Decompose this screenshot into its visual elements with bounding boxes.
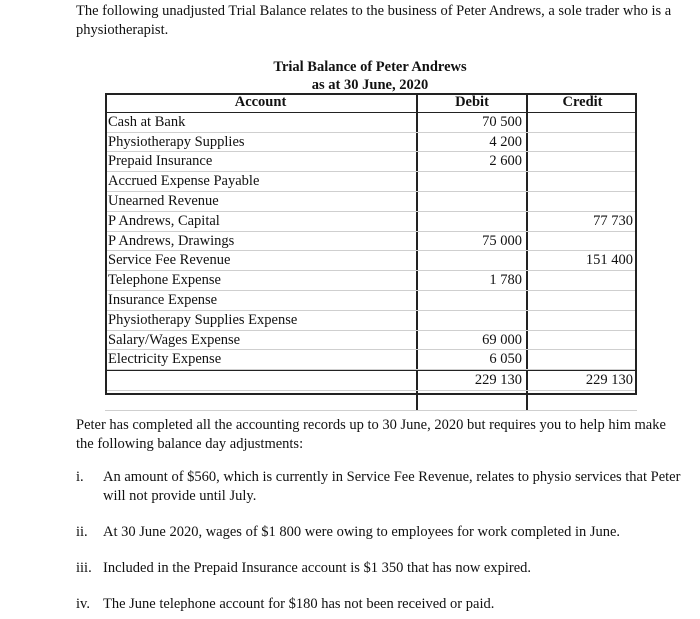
header-credit: Credit [562, 94, 603, 110]
debit-amount: 1 780 [418, 271, 528, 290]
account-name: Accrued Expense Payable [105, 172, 418, 191]
debit-amount: 70 500 [418, 113, 528, 132]
credit-amount [528, 271, 637, 290]
adjustment-item [76, 595, 686, 614]
debit-amount [418, 192, 528, 211]
adjustment-item [76, 559, 686, 578]
adjustment-item [76, 523, 686, 542]
credit-amount: 151 400 [585, 252, 633, 269]
table-row [105, 291, 637, 311]
debit-amount: 69 000 [418, 331, 528, 350]
account-name: Insurance Expense [105, 291, 418, 310]
debit-amount [418, 291, 528, 310]
total-credit: 229 130 [585, 372, 633, 389]
debit-amount [418, 311, 528, 330]
instructions-paragraph: Peter has completed all the accounting records up to 30 June, 2020 but requires you to help him make the following balance day adjustments: [76, 417, 666, 452]
adjustment-item [76, 468, 686, 506]
table-row [105, 311, 637, 331]
credit-amount [528, 232, 637, 251]
trial-balance-title: Trial Balance of Peter Andrews [273, 59, 467, 75]
totals-label-cell [105, 371, 418, 390]
account-name: Prepaid Insurance [105, 152, 418, 171]
credit-amount [528, 113, 637, 132]
account-name: Unearned Revenue [105, 192, 418, 211]
blank-cell [105, 391, 418, 410]
table-header-row [105, 93, 637, 113]
credit-amount [528, 192, 637, 211]
trial-balance-subtitle: as at 30 June, 2020 [311, 77, 429, 93]
adjustment-number: iv. [76, 596, 90, 612]
adjustment-text: Included in the Prepaid Insurance account is $1 350 that has now expired. [103, 560, 532, 576]
adjustment-text: An amount of $560, which is currently in Service Fee Revenue, relates to physio services that Peter will not provide until July. [103, 469, 681, 504]
table-row [105, 232, 637, 252]
debit-amount [418, 172, 528, 191]
credit-amount [528, 152, 637, 171]
debit-amount: 75 000 [418, 232, 528, 251]
table-row [105, 113, 637, 133]
table-row [105, 192, 637, 212]
intro-text: The following unadjusted Trial Balance relates to the business of Peter Andrews, a sole trader who is a physiotherapist. [76, 3, 672, 38]
header-account: Account [105, 93, 418, 112]
adjustment-number: iii. [76, 560, 92, 576]
adjustment-text: At 30 June 2020, wages of $1 800 were owing to employees for work completed in June. [103, 524, 621, 540]
adjustment-number: ii. [76, 524, 88, 540]
account-name: Physiotherapy Supplies Expense [105, 311, 418, 330]
credit-amount [528, 311, 637, 330]
table-row [105, 271, 637, 291]
account-name: Telephone Expense [105, 271, 418, 290]
debit-amount [418, 212, 528, 231]
blank-cell [528, 391, 637, 410]
adjustment-number: i. [76, 469, 84, 485]
debit-amount: 4 200 [418, 133, 528, 152]
debit-amount: 6 050 [418, 350, 528, 369]
account-name: Cash at Bank [105, 113, 418, 132]
credit-amount [528, 331, 637, 350]
debit-amount: 2 600 [418, 152, 528, 171]
account-name: P Andrews, Drawings [105, 232, 418, 251]
debit-amount [418, 251, 528, 270]
table-row [105, 133, 637, 153]
credit-amount [528, 350, 637, 369]
header-debit: Debit [418, 93, 528, 112]
credit-amount [528, 133, 637, 152]
table-row [105, 172, 637, 192]
account-name: P Andrews, Capital [105, 212, 418, 231]
credit-amount: 77 730 [593, 212, 633, 229]
account-name: Service Fee Revenue [105, 251, 418, 270]
credit-amount [528, 291, 637, 310]
table-row [105, 331, 637, 351]
account-name: Electricity Expense [105, 350, 418, 369]
totals-row [105, 370, 637, 391]
account-name: Physiotherapy Supplies [105, 133, 418, 152]
adjustment-text: The June telephone account for $180 has not been received or paid. [103, 596, 495, 612]
trial-balance-table [105, 93, 637, 411]
credit-amount [528, 172, 637, 191]
table-row [105, 350, 637, 370]
total-debit: 229 130 [418, 371, 528, 390]
table-row [105, 152, 637, 172]
table-row [105, 212, 637, 232]
blank-cell [418, 391, 528, 410]
blank-row [105, 391, 637, 411]
table-row [105, 251, 637, 271]
account-name: Salary/Wages Expense [105, 331, 418, 350]
